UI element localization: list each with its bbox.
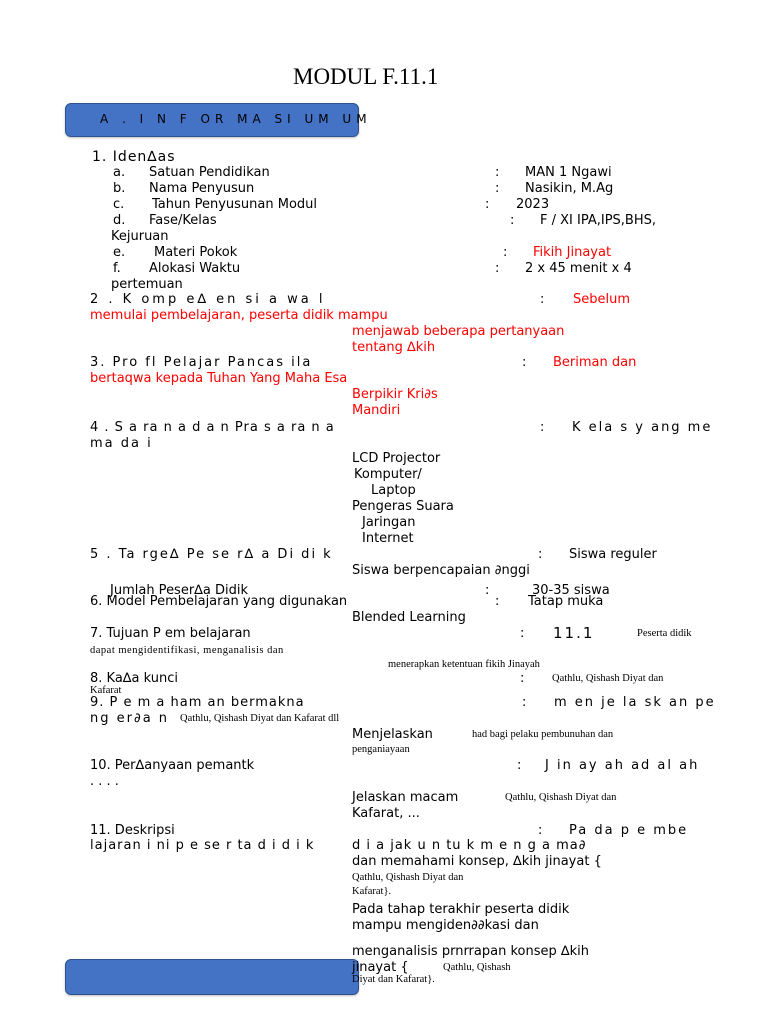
- section-colon: :: [522, 355, 527, 370]
- section-colon: :: [517, 758, 522, 773]
- row-colon: :: [485, 197, 490, 212]
- section-value: Beriman dan: [553, 355, 637, 370]
- page-title: MODUL F.11.1: [293, 64, 439, 89]
- row-colon: :: [495, 261, 500, 276]
- row-letter: d.: [113, 213, 126, 228]
- jumlah-colon: :: [485, 583, 490, 598]
- row-value: 2 x 45 menit x 4: [525, 261, 632, 276]
- section-value: Pa da p e mbe: [569, 823, 689, 838]
- row-colon: :: [503, 245, 508, 260]
- section-value: Siswa reguler: [569, 547, 657, 562]
- row-letter: c.: [113, 197, 125, 212]
- bottom-banner: [65, 959, 359, 995]
- section-value-continued: had bagi pelaku pembunuhan dan: [472, 729, 614, 740]
- row-letter: b.: [113, 181, 126, 196]
- section-colon: :: [520, 671, 525, 686]
- row-letter: e.: [113, 245, 126, 260]
- section-value: J in ay ah ad al ah: [545, 758, 700, 773]
- section-value-continued: jinayat {: [352, 960, 409, 975]
- section-value: Peserta didik: [637, 628, 692, 639]
- section-value: Sebelum: [573, 292, 631, 307]
- row-colon: :: [510, 213, 515, 228]
- row-letter: f.: [113, 261, 121, 276]
- row-value-continued: pertemuan: [111, 277, 183, 292]
- section-value-continued: Kafarat: [90, 685, 122, 696]
- section-label: 8. Ka∆a kunci: [90, 671, 178, 686]
- row-label: Alokasi Waktu: [149, 261, 241, 276]
- section-value-continued: tentang ∆kih: [352, 340, 436, 355]
- section-value-continued: Diyat dan Kafarat}.: [352, 974, 435, 985]
- section-value-continued: Blended Learning: [352, 610, 466, 625]
- section-label: 2 . K omp e∆ en si a wa l: [90, 292, 326, 307]
- section-colon: :: [540, 292, 545, 307]
- tujuan-number: 11.1: [553, 624, 595, 642]
- row-label: Materi Pokok: [154, 245, 238, 260]
- row-letter: a.: [113, 165, 126, 180]
- section-value-continued: d i a jak u n tu k m e n g a ma∂: [352, 838, 587, 853]
- section-value: K ela s y ang me: [572, 420, 713, 435]
- section-header-banner: [65, 103, 372, 137]
- sarana-item: Laptop: [371, 483, 416, 498]
- section-colon: :: [538, 547, 543, 562]
- row-value: 2023: [516, 197, 550, 212]
- section-value-continued: Qathlu, Qishash Diyat dan: [352, 872, 464, 883]
- row-label: Tahun Penyusunan Modul: [152, 197, 318, 212]
- section-value-continued: Qathlu, Qishash Diyat dan: [505, 792, 617, 803]
- section-label: 10. Per∆anyaan pemantk: [90, 758, 255, 773]
- row-label: Fase/Kelas: [149, 213, 217, 228]
- section-value: Tatap muka: [528, 594, 604, 609]
- row-value: MAN 1 Ngawi: [525, 165, 612, 180]
- section-value-continued: penganiayaan: [352, 744, 410, 755]
- section-colon: :: [538, 823, 543, 838]
- section-value-continued: memulai pembelajaran, peserta didik mampu: [90, 308, 388, 323]
- section-value-continued: Kafarat, ...: [352, 806, 420, 821]
- sarana-item: Komputer/: [354, 467, 422, 482]
- section-label: 4 . S a ra n a d a n Pra s a ra n a: [90, 420, 335, 435]
- identitas-heading: 1. Iden∆as: [92, 149, 176, 165]
- section-value-continued: dapat mengidentifikasi, menganalisis dan: [90, 645, 284, 656]
- section-value-continued: menerapkan ketentuan fikih Jinayah: [388, 659, 540, 670]
- sarana-item: LCD Projector: [352, 451, 441, 466]
- row-value-continued: Kejuruan: [111, 229, 169, 244]
- row-colon: :: [495, 181, 500, 196]
- section-colon: :: [495, 594, 500, 609]
- section-header-text: A . I N F OR MA SI UM UM: [100, 112, 372, 126]
- section-value-continued: lajaran i ni p e se r ta d i d i k: [90, 838, 315, 853]
- sarana-item: Pengeras Suara: [352, 499, 454, 514]
- section-value-continued: Kafarat}.: [352, 886, 392, 897]
- section-value-continued: Berpikir Kri∂s: [352, 387, 438, 402]
- section-colon: :: [540, 420, 545, 435]
- section-value: m en je la sk an pe: [554, 695, 716, 710]
- section-value-continued: bertaqwa kepada Tuhan Yang Maha Esa: [90, 371, 348, 386]
- section-value-continued: Pada tahap terakhir peserta didik: [352, 902, 570, 917]
- section-value-continued: ng er∂a n: [90, 711, 170, 726]
- section-value-continued: Mandiri: [352, 403, 401, 418]
- section-value-continued: ma da i: [90, 436, 153, 451]
- row-value: Fikih Jinayat: [533, 245, 612, 260]
- section-value-continued: . . . .: [90, 774, 119, 789]
- row-colon: :: [495, 165, 500, 180]
- row-value: Nasikin, M.Ag: [525, 181, 614, 196]
- section-label: 3. Pro fl Pelajar Pancas ila: [90, 355, 313, 370]
- section-value-continued: mampu mengiden∂∂kasi dan: [352, 918, 539, 933]
- section-label: 11. Deskripsi: [90, 823, 175, 838]
- section-label: 6. Model Pembelajaran yang digunakan: [90, 594, 348, 609]
- section-value-continued: dan memahami konsep, ∆kih jinayat {: [352, 854, 602, 869]
- row-label: Nama Penyusun: [149, 181, 255, 196]
- section-value-continued: Siswa berpencapaian ∂nggi: [352, 563, 530, 578]
- section-value: Qathlu, Qishash Diyat dan: [552, 673, 664, 684]
- section-value-continued: menganalisis prnrrapan konsep ∆kih: [352, 944, 589, 959]
- section-label: 5 . Ta rge∆ Pe se r∆ a Di di k: [90, 547, 333, 562]
- section-value-continued: Qathlu, Qishash Diyat dan Kafarat dll: [180, 713, 340, 724]
- section-colon: :: [520, 626, 525, 641]
- jumlah-label: Jumlah Peser∆a Didik: [110, 583, 248, 598]
- sarana-item: Jaringan: [362, 515, 416, 530]
- section-colon: :: [522, 695, 527, 710]
- section-value-continued: Jelaskan macam: [352, 790, 459, 805]
- row-value: F / XI IPA,IPS,BHS,: [540, 213, 656, 228]
- section-value-continued: menjawab beberapa pertanyaan: [352, 324, 565, 339]
- section-value-continued: Menjelaskan: [352, 727, 433, 742]
- row-label: Satuan Pendidikan: [149, 165, 270, 180]
- sarana-item: Internet: [362, 531, 414, 546]
- section-label: 9. P e m a ham an bermakna: [90, 695, 305, 710]
- section-value-continued: Qathlu, Qishash: [443, 962, 511, 973]
- section-label: 7. Tujuan P em belajaran: [90, 626, 251, 641]
- jumlah-value: 30-35 siswa: [532, 583, 610, 598]
